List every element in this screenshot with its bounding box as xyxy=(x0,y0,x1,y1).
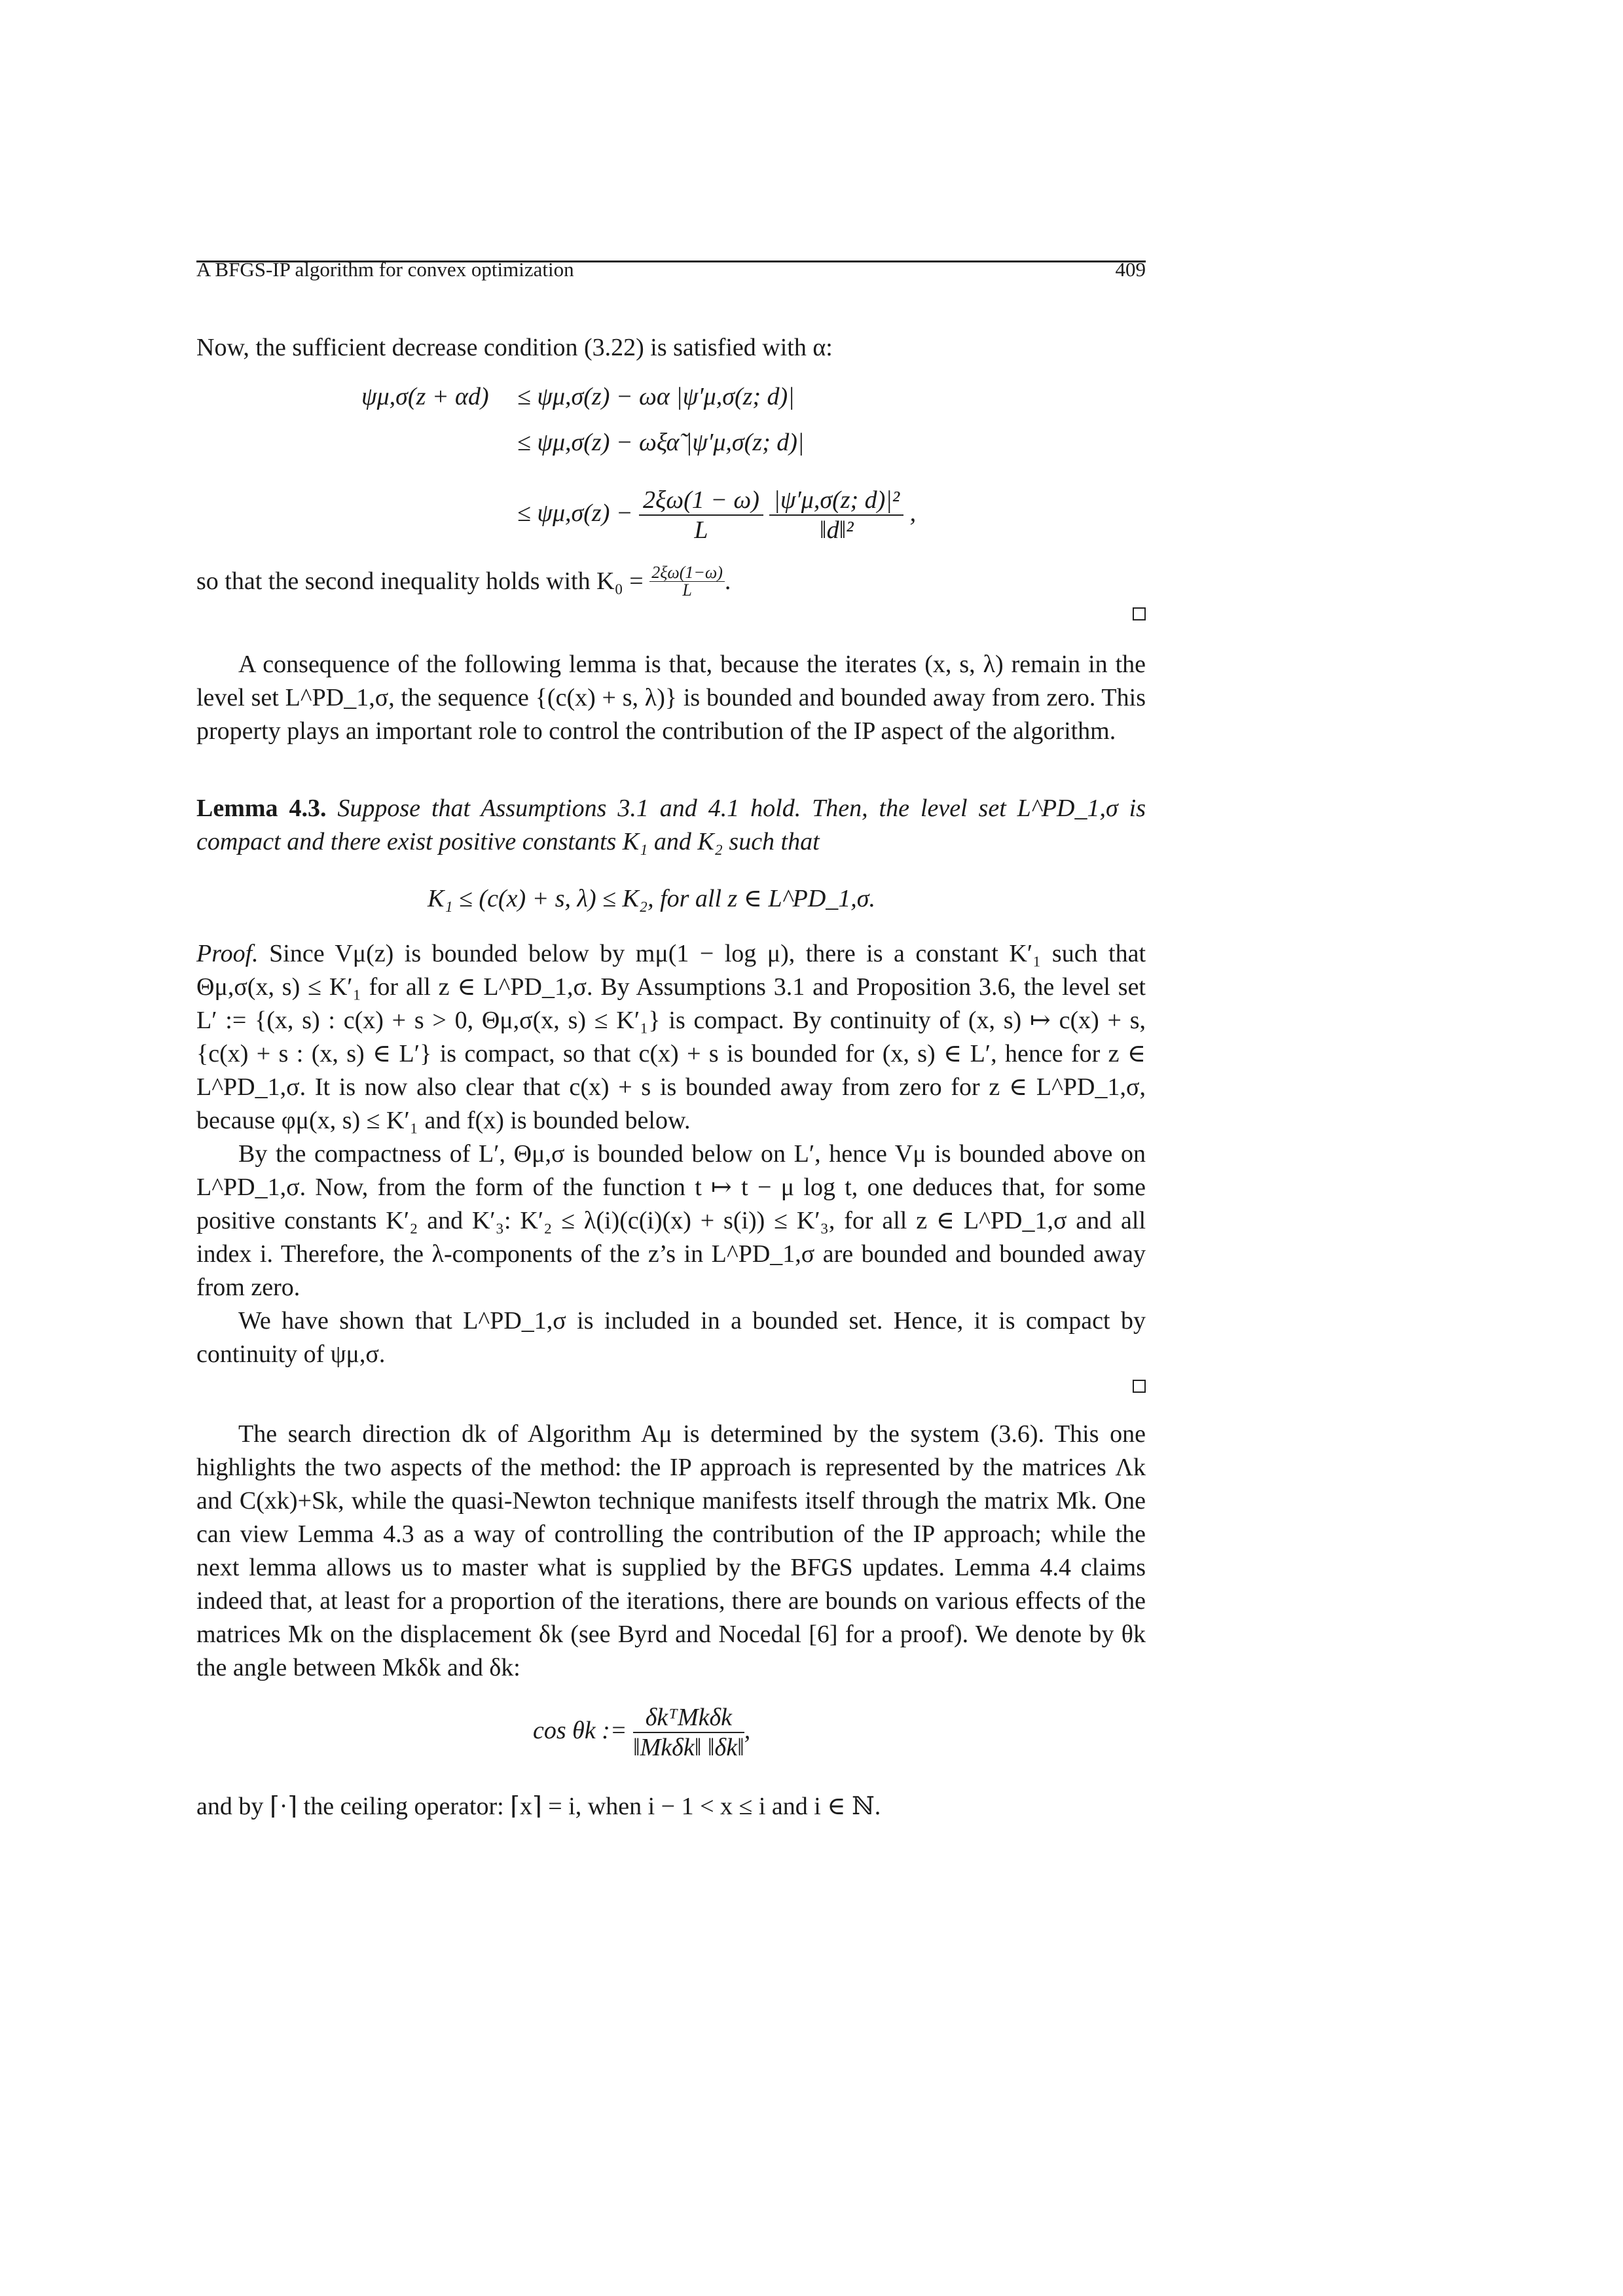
display-line-3 xyxy=(517,484,916,545)
second-inequality-line: so that the second inequality holds with K₀ = $\frac{2\xi\omega(1-\omega)}{L}$ . xyxy=(196,563,731,600)
display-line-1-lhs: ψμ,σ(z + αd) xyxy=(361,383,489,410)
k0-fraction xyxy=(649,564,725,599)
qed-square-1 xyxy=(1133,607,1146,620)
fraction-constant-denominator: L xyxy=(694,516,708,545)
running-head xyxy=(196,257,1146,281)
cos-theta-lhs: cos θk := xyxy=(533,1717,627,1744)
fraction-constant-numerator: 2ξω(1 − ω) xyxy=(639,486,763,516)
cos-theta-denominator: ‖Mkδk‖ ‖δk‖ xyxy=(632,1734,744,1762)
display-line-3-prefix: ≤ ψμ,σ(z) − xyxy=(517,499,633,527)
cos-theta-fraction xyxy=(633,1703,744,1762)
display-line-2: ≤ ψμ,σ(z) − ωξα̃ |ψ′μ,σ(z; d)| xyxy=(517,429,805,456)
fraction-derivative xyxy=(769,486,903,545)
page-number: 409 xyxy=(1115,258,1146,281)
proof-label: Proof. xyxy=(196,940,259,967)
display-trailing-comma: , xyxy=(909,499,917,527)
fraction-derivative-numerator: |ψ′μ,σ(z; d)|² xyxy=(769,486,903,516)
ceiling-operator-line: and by ⌈·⌉ the ceiling operator: ⌈x⌉ = i, when i − 1 < x ≤ i and i ∈ ℕ. xyxy=(196,1793,881,1820)
intro-sentence: Now, the sufficient decrease condition (3.22) is satisfied with α: xyxy=(196,334,833,361)
lemma-4-3 xyxy=(196,792,1146,859)
proof-paragraph-1: Since Vμ(z) is bounded below by mμ(1 − log μ), there is a constant K′₁ such that Θμ,σ(x, s) ≤ K′₁ for all z ∈ L^PD_1,σ. By Assumptions 3.1 and Proposition 3.6, the level set L′ := {(x, s) : c(x) + s > 0, Θμ,σ(x, s) ≤ K′₁} is compact. By continuity of (x, s) ↦ c(x) + s, {c(x) + s : (x, s) ∈ L′} is compact, so that c(x) + s is bounded for (x, s) ∈ L′, hence for z ∈ L^PD_1,σ. It is now also clear that c(x) + s is bounded away from zero for z ∈ L^PD_1,σ, because φμ(x, s) ≤ K′₁ and f(x) is bounded below. xyxy=(196,940,1146,1134)
proof-paragraph-3: We have shown that L^PD_1,σ is included in a bounded set. Hence, it is compact by continuity of ψμ,σ. xyxy=(196,1307,1146,1368)
proof-paragraph-2: By the compactness of L′, Θμ,σ is bounded below on L′, hence Vμ is bounded above on L^PD_1,σ. Now, from the form of the function t ↦ t − μ log t, one deduces that, for some positive constants K′₂ and K′₃: K′₂ ≤ λ(i)(c(i)(x) + s(i)) ≤ K′₃, for all z ∈ L^PD_1,σ and all index i. Therefore, the λ-components of the z’s in L^PD_1,σ are bounded and bounded away from zero. xyxy=(196,1140,1146,1301)
qed-square-2 xyxy=(1133,1380,1146,1393)
search-direction-paragraph: The search direction dk of Algorithm Aμ is determined by the system (3.6). This one highlights the two aspects of the method: the IP approach is represented by the matrices Λk and C(xk)+Sk, while the quasi-Newton technique manifests itself through the matrix Mk. One can view Lemma 4.3 as a way of controlling the contribution of the IP approach; while the next lemma allows us to master what is supplied by the BFGS updates. Lemma 4.4 claims indeed that, at least for a proportion of the iterations, there are bounds on various effects of the matrices Mk on the displacement δk (see Byrd and Nocedal [6] for a proof). We denote by θk the angle between Mkδk and δk: xyxy=(196,1420,1146,1681)
cos-theta-display: cos θk := $\frac{\text{δkᵀMkδk}}{\text{‖Mkδk‖ ‖δk‖}}$ , xyxy=(533,1704,751,1762)
k0-fraction-denominator: L xyxy=(682,581,692,600)
consequence-paragraph: A consequence of the following lemma is that, because the iterates (x, s, λ) remain in the level set L^PD_1,σ, the sequence {(c(x) + s, λ)} is bounded and bounded away from zero. This property plays an important role to control the contribution of the IP aspect of the algorithm. xyxy=(196,651,1146,745)
running-title: A BFGS-IP algorithm for convex optimization xyxy=(196,258,574,281)
cos-theta-numerator: δkᵀMkδk xyxy=(633,1703,744,1733)
k0-fraction-numerator: 2ξω(1−ω) xyxy=(649,564,725,582)
display-line-1-rhs: ≤ ψμ,σ(z) − ωα |ψ′μ,σ(z; d)| xyxy=(517,383,795,410)
proof-block xyxy=(196,937,1146,1371)
lemma-label: Lemma 4.3. xyxy=(196,795,327,822)
lemma-statement: Suppose that Assumptions 3.1 and 4.1 hold. Then, the level set L^PD_1,σ is compact and there exist positive constants K₁ and K₂ such that xyxy=(196,795,1146,855)
fraction-derivative-denominator: ‖d‖² xyxy=(819,516,854,545)
lemma-display: K₁ ≤ (c(x) + s, λ) ≤ K₂, for all z ∈ L^PD_1,σ. xyxy=(428,885,875,912)
fraction-constant xyxy=(639,486,763,545)
